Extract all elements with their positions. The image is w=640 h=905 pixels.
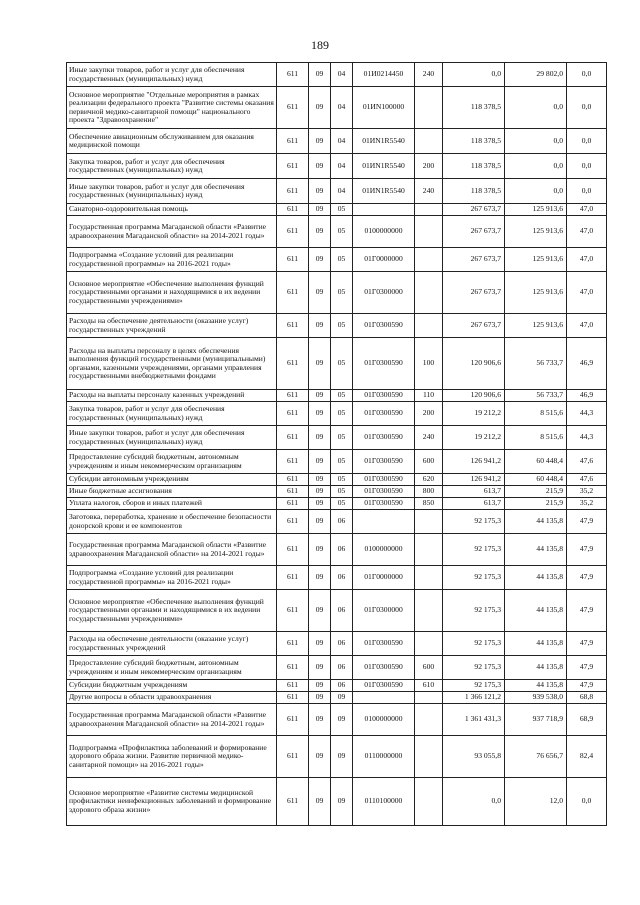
row-vr-cell: 240 [415, 63, 443, 87]
row-ved-cell: 611 [277, 204, 309, 216]
row-name-cell: Государственная программа Магаданской области «Развитие здравоохранения Магаданской области» на 2014-2021 годы» [67, 216, 277, 248]
row-plan-cell: 92 175,3 [443, 566, 505, 590]
table-row [67, 450, 607, 474]
row-rz-cell: 09 [309, 534, 331, 566]
row-pr-cell: 05 [331, 426, 353, 450]
row-fact-cell: 8 515,6 [505, 426, 567, 450]
row-fact-cell: 60 448,4 [505, 450, 567, 474]
row-name-cell: Иные бюджетные ассигнования [67, 486, 277, 498]
row-name-cell: Заготовка, переработка, хранение и обеспечение безопасности донорской крови и ее компонентов [67, 510, 277, 534]
row-ved-cell: 611 [277, 179, 309, 204]
row-name-cell: Другие вопросы в области здравоохранения [67, 692, 277, 704]
row-pr-cell: 04 [331, 63, 353, 87]
row-rz-cell: 09 [309, 778, 331, 826]
row-csr-cell: 01Г0300590 [353, 450, 415, 474]
row-ved-cell: 611 [277, 486, 309, 498]
row-csr-cell: 01И0214450 [353, 63, 415, 87]
row-rz-cell: 09 [309, 314, 331, 338]
row-fact-cell: 215,9 [505, 486, 567, 498]
row-ved-cell: 611 [277, 272, 309, 314]
row-rz-cell: 09 [309, 680, 331, 692]
table-row [67, 87, 607, 129]
row-percent-cell: 47,9 [567, 590, 607, 632]
row-fact-cell: 44 135,8 [505, 680, 567, 692]
row-vr-cell: 240 [415, 179, 443, 204]
row-fact-cell: 56 733,7 [505, 390, 567, 402]
table-row [67, 656, 607, 680]
row-csr-cell: 01ИN100000 [353, 87, 415, 129]
table-row [67, 474, 607, 486]
table-row [67, 566, 607, 590]
row-plan-cell: 120 906,6 [443, 390, 505, 402]
row-pr-cell: 05 [331, 272, 353, 314]
row-name-cell: Закупка товаров, работ и услуг для обеспечения государственных (муниципальных) нужд [67, 154, 277, 179]
row-fact-cell: 939 538,0 [505, 692, 567, 704]
row-pr-cell: 09 [331, 692, 353, 704]
row-plan-cell: 19 212,2 [443, 426, 505, 450]
row-plan-cell: 1 361 431,3 [443, 704, 505, 736]
row-name-cell: Основное мероприятие «Обеспечение выполнения функций государственными органами и находящимися в их ведении государственными учреждениями» [67, 590, 277, 632]
row-plan-cell: 92 175,3 [443, 534, 505, 566]
row-rz-cell: 09 [309, 474, 331, 486]
budget-table [66, 62, 607, 826]
row-name-cell: Расходы на выплаты персоналу в целях обеспечения выполнения функций государственными (муниципальными) органами, казенными учреждениями, органами управления государственными внебюджетными фондами [67, 338, 277, 390]
row-rz-cell: 09 [309, 498, 331, 510]
row-name-cell: Государственная программа Магаданской области «Развитие здравоохранения Магаданской области» на 2014-2021 годы» [67, 534, 277, 566]
row-pr-cell: 04 [331, 179, 353, 204]
row-rz-cell: 09 [309, 204, 331, 216]
row-pr-cell: 05 [331, 390, 353, 402]
row-percent-cell: 47,0 [567, 204, 607, 216]
row-vr-cell: 600 [415, 450, 443, 474]
row-ved-cell: 611 [277, 129, 309, 154]
row-vr-cell [415, 534, 443, 566]
row-percent-cell: 68,8 [567, 692, 607, 704]
table-row [67, 402, 607, 426]
row-name-cell: Подпрограмма «Профилактика заболеваний и формирование здорового образа жизни. Развитие первичной медико-санитарной помощи» на 2016-2021 годы» [67, 736, 277, 778]
row-rz-cell: 09 [309, 692, 331, 704]
row-csr-cell: 01Г0300590 [353, 338, 415, 390]
row-percent-cell: 35,2 [567, 498, 607, 510]
row-vr-cell: 100 [415, 338, 443, 390]
table-row [67, 204, 607, 216]
row-rz-cell: 09 [309, 704, 331, 736]
row-plan-cell: 92 175,3 [443, 590, 505, 632]
row-name-cell: Расходы на выплаты персоналу казенных учреждений [67, 390, 277, 402]
row-ved-cell: 611 [277, 656, 309, 680]
row-vr-cell [415, 216, 443, 248]
row-name-cell: Основное мероприятие «Обеспечение выполнения функций государственными органами и находящимися в их ведении государственными учреждениями» [67, 272, 277, 314]
row-percent-cell: 47,6 [567, 474, 607, 486]
row-ved-cell: 611 [277, 632, 309, 656]
row-vr-cell [415, 590, 443, 632]
row-percent-cell: 47,9 [567, 510, 607, 534]
row-pr-cell: 05 [331, 216, 353, 248]
row-csr-cell: 0110000000 [353, 736, 415, 778]
row-csr-cell: 0100000000 [353, 534, 415, 566]
row-vr-cell: 110 [415, 390, 443, 402]
row-percent-cell: 46,9 [567, 338, 607, 390]
row-rz-cell: 09 [309, 216, 331, 248]
row-vr-cell [415, 736, 443, 778]
row-ved-cell: 611 [277, 154, 309, 179]
row-vr-cell [415, 510, 443, 534]
table-row [67, 692, 607, 704]
table-row [67, 63, 607, 87]
row-csr-cell: 01Г0300590 [353, 680, 415, 692]
row-csr-cell: 01Г0300590 [353, 486, 415, 498]
row-fact-cell: 0,0 [505, 129, 567, 154]
row-rz-cell: 09 [309, 179, 331, 204]
row-csr-cell: 01ИN1R5540 [353, 154, 415, 179]
row-rz-cell: 09 [309, 450, 331, 474]
row-plan-cell: 0,0 [443, 778, 505, 826]
row-vr-cell [415, 704, 443, 736]
row-rz-cell: 09 [309, 338, 331, 390]
row-rz-cell: 09 [309, 63, 331, 87]
row-fact-cell: 60 448,4 [505, 474, 567, 486]
row-percent-cell: 47,0 [567, 272, 607, 314]
row-pr-cell: 09 [331, 704, 353, 736]
row-rz-cell: 09 [309, 426, 331, 450]
row-plan-cell: 92 175,3 [443, 656, 505, 680]
row-percent-cell: 47,0 [567, 314, 607, 338]
row-plan-cell: 267 673,7 [443, 216, 505, 248]
row-fact-cell: 215,9 [505, 498, 567, 510]
row-plan-cell: 267 673,7 [443, 314, 505, 338]
row-vr-cell: 600 [415, 656, 443, 680]
row-ved-cell: 611 [277, 426, 309, 450]
row-csr-cell: 01Г0300000 [353, 590, 415, 632]
row-ved-cell: 611 [277, 248, 309, 272]
row-fact-cell: 44 135,8 [505, 590, 567, 632]
row-pr-cell: 06 [331, 566, 353, 590]
row-fact-cell: 44 135,8 [505, 510, 567, 534]
row-csr-cell [353, 510, 415, 534]
row-csr-cell: 01Г0300590 [353, 390, 415, 402]
row-rz-cell: 09 [309, 486, 331, 498]
row-ved-cell: 611 [277, 63, 309, 87]
row-pr-cell: 06 [331, 590, 353, 632]
row-name-cell: Расходы на обеспечение деятельности (оказание услуг) государственных учреждений [67, 314, 277, 338]
row-percent-cell: 0,0 [567, 154, 607, 179]
row-percent-cell: 44,3 [567, 402, 607, 426]
row-ved-cell: 611 [277, 338, 309, 390]
row-plan-cell: 93 055,8 [443, 736, 505, 778]
table-row [67, 680, 607, 692]
row-name-cell: Предоставление субсидий бюджетным, автономным учреждениям и иным некоммерческим организациям [67, 450, 277, 474]
row-csr-cell: 01Г0300590 [353, 632, 415, 656]
row-rz-cell: 09 [309, 248, 331, 272]
row-ved-cell: 611 [277, 216, 309, 248]
row-name-cell: Подпрограмма «Создание условий для реализации государственной программы» на 2016-2021 годы» [67, 248, 277, 272]
row-csr-cell: 01Г0300590 [353, 402, 415, 426]
row-percent-cell: 47,9 [567, 534, 607, 566]
row-csr-cell [353, 692, 415, 704]
row-plan-cell: 267 673,7 [443, 272, 505, 314]
row-percent-cell: 0,0 [567, 778, 607, 826]
table-row [67, 179, 607, 204]
row-ved-cell: 611 [277, 590, 309, 632]
row-plan-cell: 126 941,2 [443, 474, 505, 486]
row-plan-cell: 0,0 [443, 63, 505, 87]
row-ved-cell: 611 [277, 498, 309, 510]
table-row [67, 736, 607, 778]
row-pr-cell: 06 [331, 534, 353, 566]
row-csr-cell: 01Г0300590 [353, 656, 415, 680]
row-name-cell: Уплата налогов, сборов и иных платежей [67, 498, 277, 510]
row-fact-cell: 44 135,8 [505, 534, 567, 566]
row-csr-cell: 01Г0300000 [353, 272, 415, 314]
row-ved-cell: 611 [277, 692, 309, 704]
row-rz-cell: 09 [309, 656, 331, 680]
row-plan-cell: 1 366 121,2 [443, 692, 505, 704]
row-plan-cell: 19 212,2 [443, 402, 505, 426]
row-rz-cell: 09 [309, 87, 331, 129]
row-vr-cell: 850 [415, 498, 443, 510]
row-name-cell: Основное мероприятие "Отдельные мероприятия в рамках реализации федерального проекта "Развитие системы оказания первичной медико-санитарной помощи" национального проекта "Здравоохранение" [67, 87, 277, 129]
row-ved-cell: 611 [277, 680, 309, 692]
row-fact-cell: 0,0 [505, 87, 567, 129]
row-pr-cell: 09 [331, 736, 353, 778]
row-name-cell: Расходы на обеспечение деятельности (оказание услуг) государственных учреждений [67, 632, 277, 656]
row-percent-cell: 0,0 [567, 179, 607, 204]
table-row [67, 390, 607, 402]
row-ved-cell: 611 [277, 704, 309, 736]
row-plan-cell: 118 378,5 [443, 154, 505, 179]
row-ved-cell: 611 [277, 474, 309, 486]
row-vr-cell [415, 204, 443, 216]
row-ved-cell: 611 [277, 736, 309, 778]
row-vr-cell [415, 566, 443, 590]
table-row [67, 216, 607, 248]
row-vr-cell [415, 778, 443, 826]
table-row [67, 778, 607, 826]
row-fact-cell: 125 913,6 [505, 272, 567, 314]
table-row [67, 510, 607, 534]
row-csr-cell: 0100000000 [353, 216, 415, 248]
row-fact-cell: 8 515,6 [505, 402, 567, 426]
row-vr-cell: 200 [415, 154, 443, 179]
row-csr-cell: 01Г0000000 [353, 566, 415, 590]
row-vr-cell [415, 632, 443, 656]
row-percent-cell: 44,3 [567, 426, 607, 450]
row-vr-cell [415, 314, 443, 338]
row-csr-cell: 01ИN1R5540 [353, 179, 415, 204]
row-rz-cell: 09 [309, 632, 331, 656]
table-row [67, 534, 607, 566]
row-ved-cell: 611 [277, 566, 309, 590]
row-percent-cell: 47,6 [567, 450, 607, 474]
row-name-cell: Иные закупки товаров, работ и услуг для обеспечения государственных (муниципальных) нужд [67, 63, 277, 87]
row-plan-cell: 118 378,5 [443, 129, 505, 154]
row-rz-cell: 09 [309, 272, 331, 314]
row-rz-cell: 09 [309, 402, 331, 426]
row-vr-cell: 620 [415, 474, 443, 486]
row-pr-cell: 06 [331, 656, 353, 680]
row-pr-cell: 04 [331, 154, 353, 179]
row-pr-cell: 05 [331, 486, 353, 498]
row-name-cell: Государственная программа Магаданской области «Развитие здравоохранения Магаданской области» на 2014-2021 годы» [67, 704, 277, 736]
row-percent-cell: 68,9 [567, 704, 607, 736]
row-vr-cell [415, 129, 443, 154]
row-pr-cell: 04 [331, 129, 353, 154]
row-name-cell: Закупка товаров, работ и услуг для обеспечения государственных (муниципальных) нужд [67, 402, 277, 426]
row-plan-cell: 613,7 [443, 486, 505, 498]
row-ved-cell: 611 [277, 390, 309, 402]
row-fact-cell: 125 913,6 [505, 248, 567, 272]
row-fact-cell: 125 913,6 [505, 216, 567, 248]
table-row [67, 314, 607, 338]
row-percent-cell: 47,0 [567, 248, 607, 272]
row-percent-cell: 0,0 [567, 87, 607, 129]
row-percent-cell: 82,4 [567, 736, 607, 778]
row-name-cell: Субсидии бюджетным учреждениям [67, 680, 277, 692]
row-name-cell: Иные закупки товаров, работ и услуг для обеспечения государственных (муниципальных) нужд [67, 426, 277, 450]
row-rz-cell: 09 [309, 154, 331, 179]
table-row [67, 272, 607, 314]
row-name-cell: Субсидии автономным учреждениям [67, 474, 277, 486]
row-rz-cell: 09 [309, 590, 331, 632]
row-fact-cell: 44 135,8 [505, 632, 567, 656]
row-fact-cell: 937 718,9 [505, 704, 567, 736]
row-name-cell: Санаторно-оздоровительная помощь [67, 204, 277, 216]
row-csr-cell [353, 204, 415, 216]
page-number: 189 [311, 38, 329, 52]
row-ved-cell: 611 [277, 314, 309, 338]
row-pr-cell: 04 [331, 87, 353, 129]
row-vr-cell [415, 692, 443, 704]
row-ved-cell: 611 [277, 534, 309, 566]
row-pr-cell: 05 [331, 402, 353, 426]
table-row [67, 338, 607, 390]
row-ved-cell: 611 [277, 450, 309, 474]
row-fact-cell: 125 913,6 [505, 314, 567, 338]
row-percent-cell: 47,9 [567, 566, 607, 590]
row-csr-cell: 01Г0300590 [353, 474, 415, 486]
row-ved-cell: 611 [277, 778, 309, 826]
row-csr-cell: 01Г0300590 [353, 314, 415, 338]
row-rz-cell: 09 [309, 566, 331, 590]
row-vr-cell: 800 [415, 486, 443, 498]
row-fact-cell: 44 135,8 [505, 656, 567, 680]
row-rz-cell: 09 [309, 736, 331, 778]
row-rz-cell: 09 [309, 129, 331, 154]
row-fact-cell: 0,0 [505, 179, 567, 204]
row-plan-cell: 120 906,6 [443, 338, 505, 390]
row-pr-cell: 05 [331, 474, 353, 486]
row-pr-cell: 05 [331, 498, 353, 510]
table-row [67, 154, 607, 179]
row-vr-cell [415, 272, 443, 314]
row-fact-cell: 76 656,7 [505, 736, 567, 778]
row-plan-cell: 118 378,5 [443, 179, 505, 204]
row-plan-cell: 126 941,2 [443, 450, 505, 474]
row-percent-cell: 0,0 [567, 63, 607, 87]
table-row [67, 248, 607, 272]
row-name-cell: Подпрограмма «Создание условий для реализации государственной программы» на 2016-2021 годы» [67, 566, 277, 590]
row-plan-cell: 267 673,7 [443, 204, 505, 216]
row-name-cell: Основное мероприятие «Развитие системы медицинской профилактики неинфекционных заболеваний и формирование здорового образа жизни» [67, 778, 277, 826]
row-percent-cell: 47,0 [567, 216, 607, 248]
row-pr-cell: 06 [331, 510, 353, 534]
row-csr-cell: 01Г0300590 [353, 498, 415, 510]
row-csr-cell: 0110100000 [353, 778, 415, 826]
row-rz-cell: 09 [309, 390, 331, 402]
row-fact-cell: 44 135,8 [505, 566, 567, 590]
row-vr-cell: 200 [415, 402, 443, 426]
row-plan-cell: 267 673,7 [443, 248, 505, 272]
table-row [67, 426, 607, 450]
row-vr-cell: 240 [415, 426, 443, 450]
row-percent-cell: 0,0 [567, 129, 607, 154]
row-pr-cell: 05 [331, 204, 353, 216]
row-name-cell: Иные закупки товаров, работ и услуг для обеспечения государственных (муниципальных) нужд [67, 179, 277, 204]
table-row [67, 498, 607, 510]
budget-table-body [67, 63, 607, 826]
row-pr-cell: 05 [331, 338, 353, 390]
row-pr-cell: 06 [331, 680, 353, 692]
row-name-cell: Обеспечение авиационным обслуживанием для оказания медицинской помощи [67, 129, 277, 154]
row-vr-cell [415, 248, 443, 272]
row-percent-cell: 46,9 [567, 390, 607, 402]
row-csr-cell: 0100000000 [353, 704, 415, 736]
row-fact-cell: 0,0 [505, 154, 567, 179]
row-plan-cell: 118 378,5 [443, 87, 505, 129]
table-row [67, 704, 607, 736]
row-percent-cell: 47,9 [567, 680, 607, 692]
row-percent-cell: 47,9 [567, 656, 607, 680]
row-csr-cell: 01ИN1R5540 [353, 129, 415, 154]
table-row [67, 590, 607, 632]
row-plan-cell: 92 175,3 [443, 510, 505, 534]
row-pr-cell: 05 [331, 314, 353, 338]
row-pr-cell: 05 [331, 450, 353, 474]
row-plan-cell: 613,7 [443, 498, 505, 510]
row-pr-cell: 06 [331, 632, 353, 656]
table-row [67, 632, 607, 656]
row-fact-cell: 29 802,0 [505, 63, 567, 87]
row-fact-cell: 125 913,6 [505, 204, 567, 216]
table-row [67, 129, 607, 154]
row-fact-cell: 56 733,7 [505, 338, 567, 390]
row-vr-cell [415, 87, 443, 129]
row-percent-cell: 47,9 [567, 632, 607, 656]
row-pr-cell: 09 [331, 778, 353, 826]
row-plan-cell: 92 175,3 [443, 680, 505, 692]
row-name-cell: Предоставление субсидий бюджетным, автономным учреждениям и иным некоммерческим организациям [67, 656, 277, 680]
row-percent-cell: 35,2 [567, 486, 607, 498]
row-rz-cell: 09 [309, 510, 331, 534]
row-fact-cell: 12,0 [505, 778, 567, 826]
row-pr-cell: 05 [331, 248, 353, 272]
row-csr-cell: 01Г0000000 [353, 248, 415, 272]
row-ved-cell: 611 [277, 402, 309, 426]
table-row [67, 486, 607, 498]
row-ved-cell: 611 [277, 87, 309, 129]
row-plan-cell: 92 175,3 [443, 632, 505, 656]
row-csr-cell: 01Г0300590 [353, 426, 415, 450]
row-vr-cell: 610 [415, 680, 443, 692]
row-ved-cell: 611 [277, 510, 309, 534]
